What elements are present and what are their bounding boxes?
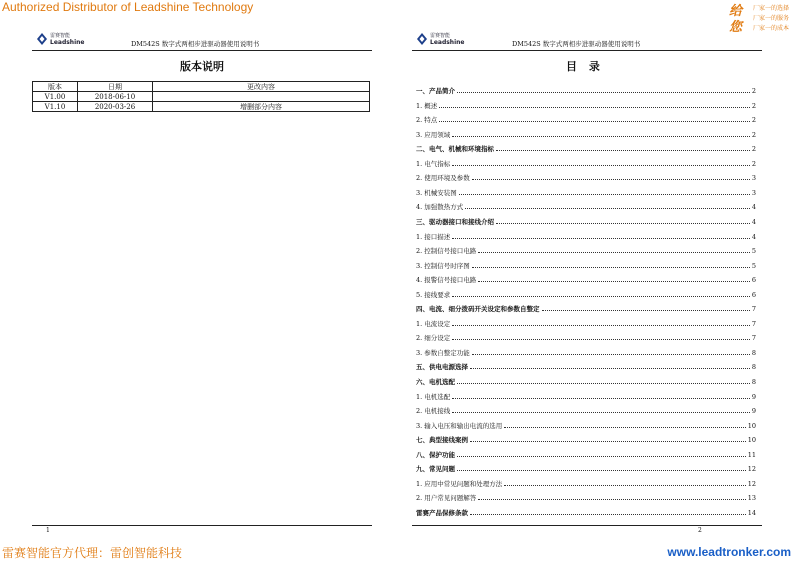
toc-entry-label: 2. 用户常见问题解答 — [416, 494, 477, 503]
toc-entry-label: 4. 加强散热方式 — [416, 203, 464, 212]
toc-entry-label: 2. 控制信号接口电路 — [416, 247, 477, 256]
toc-entry[interactable] — [416, 374, 756, 386]
toc-entry-label: 4. 报警信号接口电路 — [416, 276, 477, 285]
table-header-row — [33, 82, 370, 92]
toc-entry[interactable] — [416, 490, 756, 502]
toc-leader-dots — [452, 165, 750, 166]
toc-entry-label: 1. 接口描述 — [416, 232, 451, 241]
cell-changes: 增删部分内容 — [153, 102, 370, 112]
cell-date: 2018-06-10 — [78, 92, 153, 102]
revision-heading: 版本说明 — [180, 60, 224, 73]
toc-entry[interactable] — [416, 447, 756, 459]
toc-entry[interactable] — [416, 330, 756, 342]
toc-entry-label: 四、电流、细分拨码开关设定和参数自整定 — [416, 305, 540, 314]
toc-entry-page: 2 — [751, 159, 756, 168]
toc-entry-label: 5. 接线要求 — [416, 290, 451, 299]
page-right — [412, 24, 762, 544]
toc-entry-page: 8 — [751, 363, 756, 372]
page-header — [32, 30, 372, 51]
cell-date: 2020-03-26 — [78, 102, 153, 112]
toc-entry-label: 六、电机选配 — [416, 378, 455, 386]
toc-entry-label: 3. 机械安装图 — [416, 188, 457, 197]
toc-leader-dots — [470, 441, 746, 442]
toc-entry[interactable] — [416, 316, 756, 328]
toc-entry[interactable] — [416, 301, 756, 313]
col-changes: 更改内容 — [153, 82, 370, 92]
toc-leader-dots — [472, 354, 750, 355]
toc-entry[interactable] — [416, 83, 756, 95]
cell-changes — [153, 92, 370, 102]
toc-entry-page: 9 — [751, 407, 756, 416]
toc-leader-dots — [457, 470, 746, 471]
toc-leader-dots — [452, 238, 750, 239]
toc-entry-page: 2 — [751, 116, 756, 125]
toc-leader-dots — [470, 514, 746, 515]
document-title: DM542S 数字式两相步进驱动器使用说明书 — [131, 40, 260, 48]
toc-entry-page: 2 — [751, 101, 756, 110]
toc-entry[interactable] — [416, 229, 756, 241]
toc-leader-dots — [457, 456, 746, 457]
toc-entry-label: 2. 特点 — [416, 116, 438, 125]
page-number: 2 — [698, 527, 702, 534]
toc-entry-page: 4 — [751, 232, 756, 241]
toc-entry-page: 5 — [751, 261, 756, 270]
toc-entry[interactable] — [416, 287, 756, 299]
toc-entry-label: 3. 参数自整定功能 — [416, 348, 470, 357]
page-left — [32, 24, 372, 544]
toc-entry-page: 3 — [751, 174, 756, 183]
stamp-line-2: 厂家一的服务 — [753, 15, 790, 22]
toc-entry-label: 2. 细分设定 — [416, 334, 451, 343]
toc-entry[interactable] — [416, 243, 756, 255]
toc-entry[interactable] — [416, 359, 756, 371]
table-row — [33, 92, 370, 102]
toc-entry[interactable] — [416, 156, 756, 168]
revision-table — [32, 81, 370, 112]
toc-entry-page: 10 — [747, 421, 756, 430]
toc-entry-page: 9 — [751, 392, 756, 401]
toc-leader-dots — [478, 252, 750, 253]
document-title: DM542S 数字式两相步进驱动器使用说明书 — [512, 40, 641, 48]
toc-entry-label: 1. 电流设定 — [416, 319, 451, 328]
toc-leader-dots — [472, 267, 750, 268]
col-date: 日期 — [78, 82, 153, 92]
toc-entry-page: 6 — [751, 290, 756, 299]
toc-entry-page: 7 — [751, 305, 756, 314]
toc-leader-dots — [439, 107, 750, 108]
toc-entry-page: 2 — [751, 145, 756, 154]
toc-entry[interactable] — [416, 258, 756, 270]
toc-leader-dots — [465, 208, 750, 209]
toc-entry-label: 七、典型接线案例 — [416, 436, 468, 445]
toc-entry-label: 一、产品简介 — [416, 87, 455, 95]
toc-entry[interactable] — [416, 345, 756, 357]
toc-heading: 目 录 — [566, 60, 604, 73]
toc-entry[interactable] — [416, 476, 756, 488]
leadshine-logo — [36, 32, 96, 50]
toc-entry-label: 雷赛产品保修条款 — [416, 508, 468, 517]
toc-leader-dots — [452, 136, 750, 137]
cell-version: V1.00 — [33, 92, 78, 102]
cell-version: V1.10 — [33, 102, 78, 112]
toc-entry-page: 6 — [751, 276, 756, 285]
toc-entry[interactable] — [416, 418, 756, 430]
toc-leader-dots — [478, 281, 750, 282]
col-version: 版本 — [33, 82, 78, 92]
toc-entry-page: 12 — [747, 465, 756, 474]
footer-rule — [412, 525, 762, 526]
logo-cn-text: 雷赛智能 — [430, 33, 451, 39]
toc-entry-page: 2 — [751, 130, 756, 139]
toc-leader-dots — [478, 499, 745, 500]
toc-entry-page: 7 — [751, 334, 756, 343]
website-watermark[interactable]: www.leadtronker.com — [667, 545, 791, 559]
agent-watermark: 雷赛智能官方代理：雷创智能科技 — [2, 546, 183, 560]
toc-entry-label: 八、保护功能 — [416, 450, 455, 459]
toc-leader-dots — [457, 383, 750, 384]
toc-entry-label: 2. 使用环境及参数 — [416, 174, 470, 183]
toc-entry-page: 4 — [751, 203, 756, 212]
leadshine-logo-icon — [36, 32, 48, 46]
toc-entry-page: 3 — [751, 188, 756, 197]
toc-entry[interactable] — [416, 505, 756, 517]
toc-entry-page: 4 — [751, 217, 756, 226]
toc-leader-dots — [457, 92, 750, 93]
toc-leader-dots — [496, 223, 750, 224]
toc-entry[interactable] — [416, 199, 756, 211]
toc-entry-page: 10 — [747, 436, 756, 445]
toc-entry-label: 五、供电电源选择 — [416, 363, 468, 372]
toc-entry-page: 14 — [747, 508, 756, 517]
toc-leader-dots — [452, 412, 750, 413]
page-header — [412, 30, 762, 51]
toc-leader-dots — [452, 339, 750, 340]
toc-entry[interactable] — [416, 127, 756, 139]
stamp-char-2: 您 — [729, 20, 743, 35]
toc-entry-page: 5 — [751, 247, 756, 256]
stamp-char-1: 给 — [729, 4, 743, 19]
toc-entry-label: 1. 电气指标 — [416, 159, 451, 168]
toc-entry[interactable] — [416, 141, 756, 153]
toc-entry-label: 2. 电机接线 — [416, 407, 451, 416]
toc-entry[interactable] — [416, 389, 756, 401]
table-row — [33, 102, 370, 112]
toc-leader-dots — [504, 427, 745, 428]
toc-leader-dots — [439, 121, 750, 122]
toc-entry-page: 13 — [747, 494, 756, 503]
toc-entry-label: 3. 输入电压和输出电流的选用 — [416, 421, 503, 430]
toc-entry-label: 3. 控制信号时序图 — [416, 261, 470, 270]
page-number: 1 — [46, 527, 50, 534]
toc-entry-page: 11 — [747, 450, 756, 459]
toc-leader-dots — [472, 179, 750, 180]
toc-leader-dots — [470, 368, 750, 369]
stamp-line-1: 厂家一的选择 — [753, 5, 790, 12]
toc-entry-page: 7 — [751, 319, 756, 328]
stamp-line-3: 厂家一的成本 — [753, 25, 790, 32]
toc-entry[interactable] — [416, 170, 756, 182]
toc-entry-page: 8 — [751, 378, 756, 386]
toc-entry[interactable] — [416, 403, 756, 415]
logo-en-text: Leadshine — [430, 39, 465, 46]
toc-entry-label: 三、驱动器接口和接线介绍 — [416, 217, 494, 226]
toc-leader-dots — [542, 310, 750, 311]
toc-entry[interactable] — [416, 185, 756, 197]
toc-entry[interactable] — [416, 461, 756, 473]
toc-entry[interactable] — [416, 112, 756, 124]
toc-entry-label: 1. 电机选配 — [416, 392, 451, 401]
toc-leader-dots — [452, 325, 750, 326]
distributor-watermark: Authorized Distributor of Leadshine Technology — [2, 0, 254, 14]
footer-rule — [32, 525, 372, 526]
leadshine-logo — [416, 32, 476, 50]
toc-leader-dots — [504, 485, 745, 486]
toc-leader-dots — [452, 398, 750, 399]
toc-leader-dots — [452, 296, 750, 297]
toc-entry[interactable] — [416, 432, 756, 444]
toc-entry-label: 1. 概述 — [416, 101, 438, 110]
toc-entry-label: 九、常见问题 — [416, 465, 455, 474]
toc-entry[interactable] — [416, 98, 756, 110]
toc-leader-dots — [459, 194, 750, 195]
logo-cn-text: 雷赛智能 — [50, 33, 71, 39]
toc-entry[interactable] — [416, 272, 756, 284]
toc-entry-label: 3. 应用领域 — [416, 130, 451, 139]
toc-entry-label: 1. 应用中常见问题和处理方法 — [416, 479, 503, 488]
toc-entry-page: 2 — [751, 87, 756, 95]
toc-entry-page: 12 — [747, 479, 756, 488]
toc-entry-page: 8 — [751, 348, 756, 357]
toc-entry-label: 二、电气、机械和环境指标 — [416, 145, 494, 154]
toc-leader-dots — [496, 150, 750, 151]
leadshine-logo-icon — [416, 32, 428, 46]
logo-en-text: Leadshine — [50, 39, 85, 46]
toc-entry[interactable] — [416, 214, 756, 226]
